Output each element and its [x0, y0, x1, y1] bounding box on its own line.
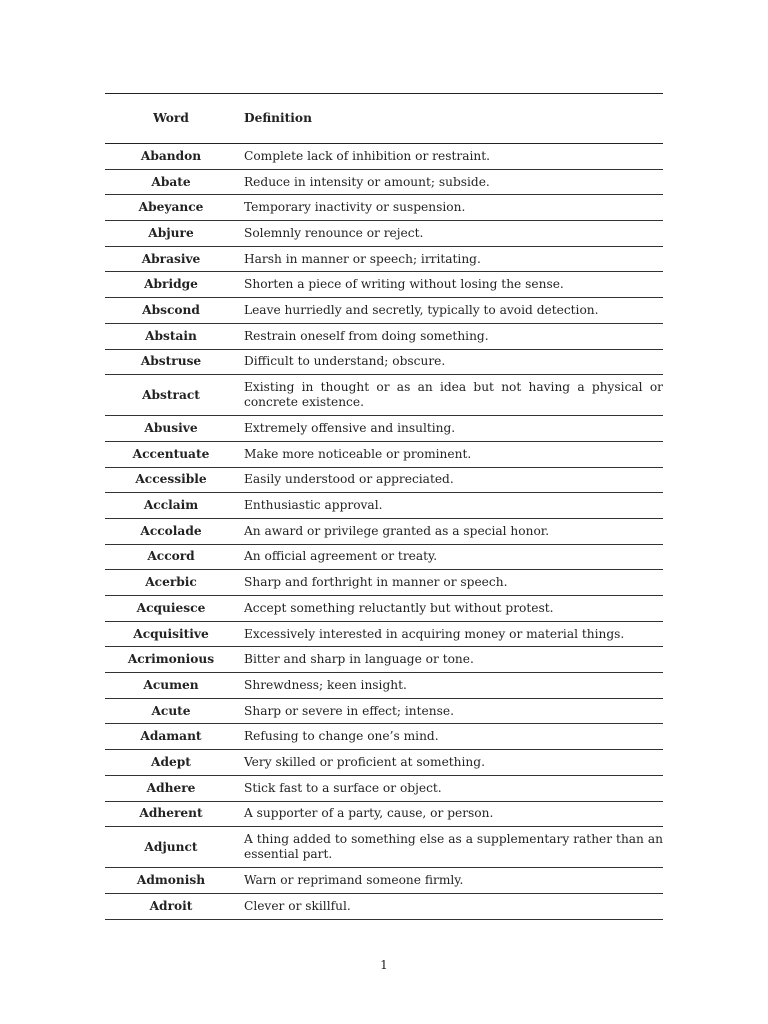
definition-cell: A supporter of a party, cause, or person. [244, 806, 494, 821]
definition-cell: Sharp and forthright in manner or speech. [244, 575, 508, 590]
word-cell: Adept [151, 754, 191, 769]
definition-cell: Excessively interested in acquiring money or material things. [244, 626, 625, 641]
word-cell: Abate [151, 174, 191, 189]
word-cell: Adjunct [144, 839, 198, 854]
definition-cell: Harsh in manner or speech; irritating. [244, 251, 481, 266]
word-cell: Abandon [140, 148, 202, 163]
word-cell: Accolade [140, 523, 202, 538]
definition-cell: Complete lack of inhibition or restraint. [244, 148, 490, 163]
definition-cell: Enthusiastic approval. [244, 498, 383, 513]
word-cell: Accord [147, 549, 195, 564]
definition-cell: Warn or reprimand someone firmly. [244, 873, 464, 888]
word-cell: Abrasive [141, 251, 201, 266]
table-row [105, 518, 663, 544]
table-row [105, 493, 663, 519]
page-number: 1 [380, 958, 388, 972]
table-row [105, 868, 663, 894]
table-row [105, 893, 663, 919]
table-header-row [105, 94, 663, 144]
table-row [105, 144, 663, 170]
definition-cell: Solemnly renounce or reject. [244, 225, 424, 240]
word-cell: Acumen [143, 677, 199, 692]
table-row [105, 441, 663, 467]
definition-cell: Reduce in intensity or amount; subside. [244, 174, 490, 189]
table-row [105, 221, 663, 247]
definition-cell: Accept something reluctantly but without protest. [244, 600, 554, 615]
word-cell: Abstract [142, 387, 200, 402]
definition-cell: Leave hurriedly and secretly, typically to avoid detection. [244, 302, 599, 317]
table-row [105, 195, 663, 221]
definition-cell: Existing in thought or as an idea but not having a physical or concrete existence. [244, 380, 663, 410]
definition-cell: Shrewdness; keen insight. [244, 677, 407, 692]
table-row [105, 698, 663, 724]
word-cell: Acquisitive [133, 626, 209, 641]
table-body [105, 144, 663, 920]
word-cell: Abusive [144, 421, 198, 436]
table-row [105, 246, 663, 272]
table-row [105, 570, 663, 596]
table-row [105, 169, 663, 195]
definition-cell: An official agreement or treaty. [244, 549, 438, 564]
definition-cell: A thing added to something else as a supplementary rather than an essential part. [244, 832, 663, 862]
word-cell: Acquiesce [136, 600, 206, 615]
table-row [105, 801, 663, 827]
word-cell: Adroit [149, 898, 193, 913]
word-cell: Acrimonious [127, 652, 215, 667]
definition-cell: Difficult to understand; obscure. [244, 354, 446, 369]
word-cell: Adhere [146, 780, 196, 795]
word-cell: Admonish [136, 873, 206, 888]
definition-cell: Refusing to change one’s mind. [244, 729, 439, 744]
word-cell: Accessible [135, 472, 207, 487]
word-cell: Acclaim [143, 498, 199, 513]
word-cell: Acerbic [145, 575, 197, 590]
definition-cell: Restrain oneself from doing something. [244, 328, 489, 343]
word-cell: Adamant [140, 729, 202, 744]
word-cell: Abstain [145, 328, 197, 343]
table-row [105, 673, 663, 699]
table-row [105, 323, 663, 349]
word-column-header: Word [153, 111, 189, 125]
table-row [105, 596, 663, 622]
table-row [105, 750, 663, 776]
table-row [105, 467, 663, 493]
word-cell: Abstruse [140, 354, 202, 369]
definition-cell: An award or privilege granted as a special honor. [244, 523, 550, 538]
table-row [105, 621, 663, 647]
vocabulary-table [105, 93, 663, 920]
word-cell: Acute [151, 703, 191, 718]
definition-cell: Sharp or severe in effect; intense. [244, 703, 454, 718]
definition-cell: Make more noticeable or prominent. [244, 446, 472, 461]
table-row [105, 544, 663, 570]
table-row [105, 647, 663, 673]
definition-cell: Easily understood or appreciated. [244, 472, 454, 487]
table-row [105, 416, 663, 442]
definition-cell: Extremely offensive and insulting. [244, 421, 456, 436]
word-cell: Abscond [142, 302, 200, 317]
table-row [105, 298, 663, 324]
definition-cell: Stick fast to a surface or object. [244, 780, 442, 795]
table-row [105, 775, 663, 801]
word-cell: Accentuate [132, 446, 210, 461]
word-cell: Abridge [144, 277, 198, 292]
definition-cell: Very skilled or proficient at something. [244, 754, 485, 769]
definition-cell: Bitter and sharp in language or tone. [244, 652, 474, 667]
table-row [105, 272, 663, 298]
table-row [105, 724, 663, 750]
table-row [105, 375, 663, 416]
word-cell: Abeyance [138, 200, 204, 215]
word-cell: Abjure [148, 225, 194, 240]
table-row [105, 349, 663, 375]
definition-cell: Shorten a piece of writing without losing the sense. [244, 277, 564, 292]
word-cell: Adherent [139, 806, 203, 821]
definition-column-header: Definition [244, 111, 312, 125]
table-row [105, 827, 663, 868]
definition-cell: Clever or skillful. [244, 898, 351, 913]
definition-cell: Temporary inactivity or suspension. [244, 200, 466, 215]
